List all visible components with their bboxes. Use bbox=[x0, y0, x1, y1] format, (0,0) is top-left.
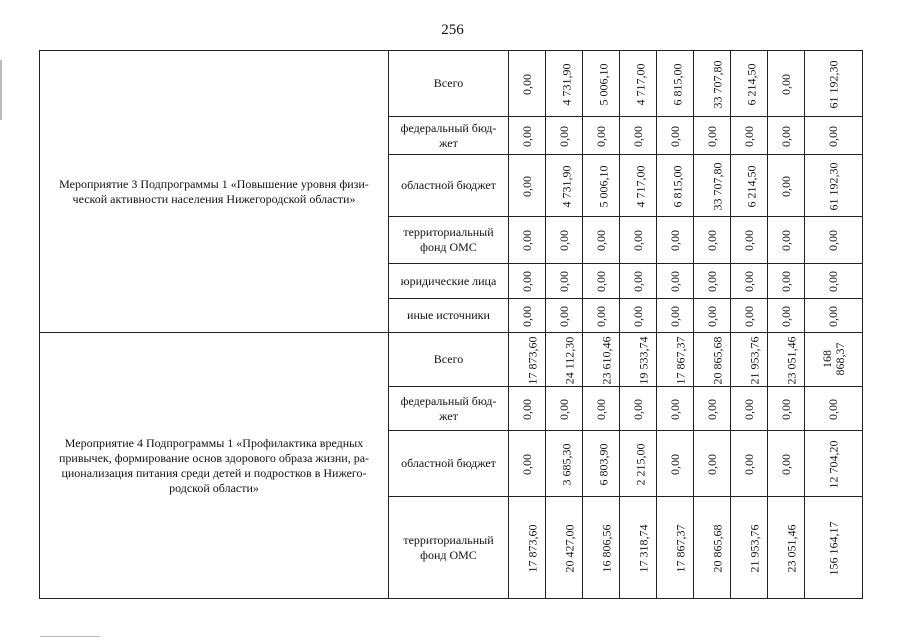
value-text: 0,00 bbox=[519, 398, 534, 420]
value-text: 0,00 bbox=[556, 125, 571, 147]
value-cell bbox=[583, 387, 620, 431]
value-cell bbox=[657, 387, 694, 431]
value-text: 0,00 bbox=[630, 271, 645, 292]
value-cell bbox=[583, 217, 620, 264]
value-text: 168 868,37 bbox=[819, 342, 847, 375]
value-text: 0,00 bbox=[556, 305, 571, 327]
value-text: 6 815,00 bbox=[670, 165, 685, 207]
value-text: 0,00 bbox=[519, 453, 534, 475]
funding-source-label: юридические лица bbox=[389, 264, 509, 299]
value-cell bbox=[620, 431, 657, 497]
page-number: 256 bbox=[441, 22, 464, 38]
value-cell bbox=[805, 299, 863, 333]
value-text: 33 707,80 bbox=[710, 60, 725, 108]
value-text: 0,00 bbox=[519, 305, 534, 327]
value-cell bbox=[694, 264, 731, 299]
value-cell bbox=[657, 155, 694, 217]
value-cell bbox=[546, 117, 583, 155]
value-text: 0,00 bbox=[593, 230, 608, 251]
value-text: 0,00 bbox=[630, 125, 645, 147]
value-cell bbox=[509, 333, 546, 387]
value-cell bbox=[694, 117, 731, 155]
value-cell bbox=[768, 264, 805, 299]
value-cell bbox=[694, 217, 731, 264]
value-text: 0,00 bbox=[667, 271, 682, 292]
value-cell bbox=[657, 299, 694, 333]
value-cell bbox=[509, 431, 546, 497]
value-cell bbox=[694, 431, 731, 497]
value-cell bbox=[509, 155, 546, 217]
value-text: 21 953,76 bbox=[747, 336, 762, 384]
value-text: 0,00 bbox=[667, 125, 682, 147]
value-cell bbox=[583, 299, 620, 333]
value-cell bbox=[509, 117, 546, 155]
value-text: 0,00 bbox=[704, 125, 719, 147]
value-text: 0,00 bbox=[778, 398, 793, 420]
value-text: 61 192,30 bbox=[826, 162, 840, 210]
value-cell bbox=[546, 51, 583, 117]
value-cell bbox=[805, 387, 863, 431]
value-cell bbox=[731, 333, 768, 387]
value-text: 0,00 bbox=[778, 230, 793, 251]
value-cell bbox=[731, 387, 768, 431]
funding-source-label: иные источники bbox=[389, 299, 509, 333]
table-row bbox=[40, 333, 863, 387]
value-cell bbox=[805, 497, 863, 599]
value-cell bbox=[509, 299, 546, 333]
value-text: 0,00 bbox=[593, 271, 608, 292]
value-text: 33 707,80 bbox=[710, 162, 725, 210]
value-text: 156 164,17 bbox=[826, 521, 840, 575]
value-text: 6 214,50 bbox=[744, 63, 759, 105]
value-text: 21 953,76 bbox=[747, 524, 762, 572]
value-text: 0,00 bbox=[826, 125, 840, 147]
value-text: 0,00 bbox=[704, 230, 719, 251]
value-cell bbox=[694, 155, 731, 217]
value-text: 6 815,00 bbox=[670, 63, 685, 105]
value-cell bbox=[620, 299, 657, 333]
funding-source-label: федеральный бюд-жет bbox=[389, 117, 509, 155]
value-text: 4 717,00 bbox=[633, 165, 648, 207]
value-cell bbox=[768, 497, 805, 599]
value-cell bbox=[768, 431, 805, 497]
value-text: 4 717,00 bbox=[633, 63, 648, 105]
value-text: 0,00 bbox=[556, 230, 571, 251]
value-cell bbox=[620, 217, 657, 264]
value-text: 0,00 bbox=[704, 398, 719, 420]
value-cell bbox=[731, 264, 768, 299]
value-cell bbox=[546, 299, 583, 333]
value-text: 12 704,20 bbox=[826, 440, 840, 488]
value-text: 0,00 bbox=[630, 305, 645, 327]
value-text: 0,00 bbox=[704, 453, 719, 475]
value-cell bbox=[509, 51, 546, 117]
value-text: 0,00 bbox=[826, 271, 840, 292]
value-cell bbox=[509, 387, 546, 431]
value-cell bbox=[805, 51, 863, 117]
value-text: 17 867,37 bbox=[673, 524, 688, 572]
value-cell bbox=[657, 431, 694, 497]
value-cell bbox=[583, 117, 620, 155]
value-cell bbox=[583, 264, 620, 299]
value-cell bbox=[731, 431, 768, 497]
value-text: 0,00 bbox=[741, 305, 756, 327]
value-text: 0,00 bbox=[519, 73, 534, 95]
value-text: 0,00 bbox=[630, 230, 645, 251]
value-text: 0,00 bbox=[778, 175, 793, 197]
value-cell bbox=[805, 333, 863, 387]
value-cell bbox=[768, 333, 805, 387]
value-text: 20 865,68 bbox=[710, 524, 725, 572]
value-cell bbox=[694, 387, 731, 431]
value-text: 0,00 bbox=[741, 398, 756, 420]
value-text: 17 873,60 bbox=[525, 524, 540, 572]
value-cell bbox=[731, 117, 768, 155]
value-cell bbox=[768, 155, 805, 217]
value-cell bbox=[546, 217, 583, 264]
value-text: 6 214,50 bbox=[744, 165, 759, 207]
value-text: 4 731,90 bbox=[559, 165, 574, 207]
value-text: 2 215,00 bbox=[633, 443, 648, 485]
value-text: 5 006,10 bbox=[596, 165, 611, 207]
value-cell bbox=[805, 264, 863, 299]
value-text: 24 112,30 bbox=[562, 336, 577, 384]
value-text: 17 318,74 bbox=[636, 524, 651, 572]
value-text: 0,00 bbox=[778, 73, 793, 95]
funding-source-label: областной бюджет bbox=[389, 431, 509, 497]
value-text: 0,00 bbox=[519, 230, 534, 251]
value-text: 0,00 bbox=[741, 453, 756, 475]
value-text: 4 731,90 bbox=[559, 63, 574, 105]
value-cell bbox=[731, 217, 768, 264]
value-text: 20 865,68 bbox=[710, 336, 725, 384]
value-cell bbox=[583, 431, 620, 497]
funding-source-label: территориальный фонд ОМС bbox=[389, 217, 509, 264]
value-text: 0,00 bbox=[519, 125, 534, 147]
value-text: 0,00 bbox=[667, 398, 682, 420]
value-text: 5 006,10 bbox=[596, 63, 611, 105]
value-cell bbox=[731, 299, 768, 333]
budget-table bbox=[39, 50, 863, 599]
value-text: 17 873,60 bbox=[525, 336, 540, 384]
measure-label: Мероприятие 3 Подпрограммы 1 «Повышение уровня физи-ческой активности населения Нижегородской области» bbox=[40, 51, 389, 333]
value-text: 3 685,30 bbox=[559, 443, 574, 485]
value-cell bbox=[546, 264, 583, 299]
value-cell bbox=[768, 51, 805, 117]
value-cell bbox=[546, 333, 583, 387]
funding-source-label: федеральный бюд-жет bbox=[389, 387, 509, 431]
value-text: 19 533,74 bbox=[636, 336, 651, 384]
value-cell bbox=[583, 333, 620, 387]
value-text: 20 427,00 bbox=[562, 524, 577, 572]
value-text: 23 051,46 bbox=[784, 524, 799, 572]
value-cell bbox=[620, 155, 657, 217]
value-text: 61 192,30 bbox=[826, 60, 840, 108]
value-cell bbox=[657, 117, 694, 155]
value-cell bbox=[657, 217, 694, 264]
value-cell bbox=[694, 51, 731, 117]
value-cell bbox=[657, 497, 694, 599]
value-cell bbox=[768, 299, 805, 333]
value-text: 6 803,90 bbox=[596, 443, 611, 485]
value-text: 0,00 bbox=[741, 125, 756, 147]
table-body bbox=[40, 51, 863, 599]
value-text: 0,00 bbox=[593, 125, 608, 147]
value-text: 0,00 bbox=[704, 305, 719, 327]
value-cell bbox=[620, 387, 657, 431]
value-cell bbox=[657, 51, 694, 117]
scan-mark-left bbox=[0, 60, 2, 120]
value-cell bbox=[509, 217, 546, 264]
value-text: 0,00 bbox=[741, 230, 756, 251]
funding-source-label: областной бюджет bbox=[389, 155, 509, 217]
value-text: 0,00 bbox=[826, 398, 840, 420]
value-text: 0,00 bbox=[519, 271, 534, 292]
value-text: 0,00 bbox=[667, 453, 682, 475]
value-cell bbox=[620, 117, 657, 155]
value-cell bbox=[694, 299, 731, 333]
value-text: 0,00 bbox=[667, 305, 682, 327]
measure-label: Мероприятие 4 Подпрограммы 1 «Профилактика вредных привычек, формирование основ здорового образа жизни, ра-ционализация питания среди детей и подростков в Нижего-родской области» bbox=[40, 333, 389, 599]
value-cell bbox=[546, 497, 583, 599]
value-cell bbox=[583, 155, 620, 217]
value-text: 0,00 bbox=[593, 398, 608, 420]
value-text: 0,00 bbox=[556, 271, 571, 292]
value-cell bbox=[583, 51, 620, 117]
value-text: 23 610,46 bbox=[599, 336, 614, 384]
value-cell bbox=[620, 51, 657, 117]
value-cell bbox=[768, 387, 805, 431]
value-text: 0,00 bbox=[667, 230, 682, 251]
value-cell bbox=[546, 431, 583, 497]
value-cell bbox=[805, 431, 863, 497]
value-text: 0,00 bbox=[519, 175, 534, 197]
scan-mark-bottom bbox=[40, 636, 100, 637]
value-cell bbox=[694, 333, 731, 387]
value-text: 23 051,46 bbox=[784, 336, 799, 384]
value-cell bbox=[657, 264, 694, 299]
value-text: 0,00 bbox=[778, 453, 793, 475]
value-text: 0,00 bbox=[741, 271, 756, 292]
value-text: 0,00 bbox=[778, 305, 793, 327]
value-cell bbox=[731, 51, 768, 117]
value-cell bbox=[731, 155, 768, 217]
funding-source-label: Всего bbox=[389, 333, 509, 387]
value-cell bbox=[805, 117, 863, 155]
funding-source-label: Всего bbox=[389, 51, 509, 117]
value-text: 0,00 bbox=[778, 271, 793, 292]
value-text: 16 806,56 bbox=[599, 524, 614, 572]
value-text: 0,00 bbox=[556, 398, 571, 420]
value-text: 0,00 bbox=[704, 271, 719, 292]
value-cell bbox=[620, 264, 657, 299]
value-cell bbox=[509, 264, 546, 299]
value-cell bbox=[694, 497, 731, 599]
value-cell bbox=[768, 117, 805, 155]
value-cell bbox=[620, 497, 657, 599]
value-text: 0,00 bbox=[826, 305, 840, 327]
value-cell bbox=[546, 155, 583, 217]
value-cell bbox=[509, 497, 546, 599]
value-cell bbox=[805, 217, 863, 264]
value-cell bbox=[583, 497, 620, 599]
value-cell bbox=[620, 333, 657, 387]
value-text: 0,00 bbox=[826, 230, 840, 251]
funding-source-label: территориальный фонд ОМС bbox=[389, 497, 509, 599]
value-cell bbox=[546, 387, 583, 431]
value-text: 0,00 bbox=[593, 305, 608, 327]
table-row bbox=[40, 51, 863, 117]
value-cell bbox=[731, 497, 768, 599]
value-cell bbox=[657, 333, 694, 387]
value-cell bbox=[768, 217, 805, 264]
value-text: 0,00 bbox=[778, 125, 793, 147]
value-text: 0,00 bbox=[630, 398, 645, 420]
value-cell bbox=[805, 155, 863, 217]
value-text: 17 867,37 bbox=[673, 336, 688, 384]
